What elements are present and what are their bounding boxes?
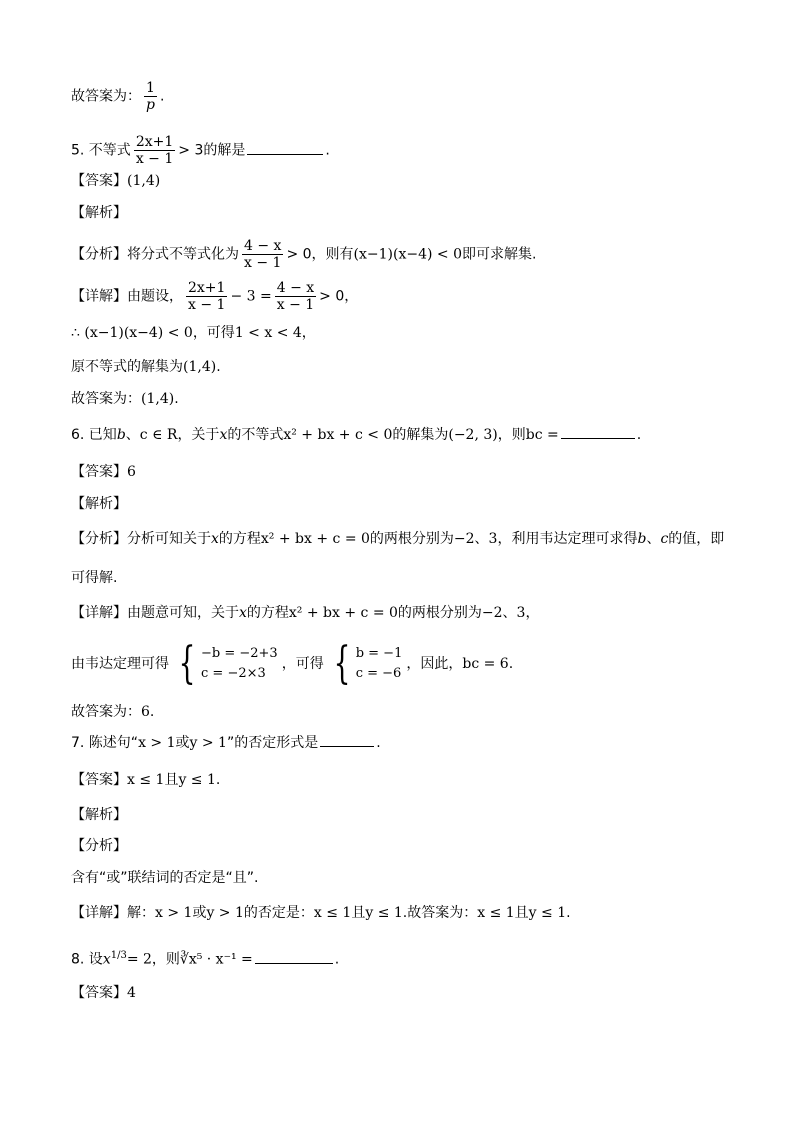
q5-therefore <box>71 323 316 343</box>
q5-final <box>71 389 179 409</box>
math-var: c <box>660 531 669 547</box>
stem-text: 的不等式 <box>227 427 284 443</box>
cube-root-symbol: ∛ <box>179 951 189 968</box>
math-expr: (−2, 3) <box>448 427 498 443</box>
fraction <box>134 134 175 167</box>
math-expr: (x−1)(x−4) < 0 <box>353 246 462 263</box>
math-var: x <box>102 951 111 968</box>
text: 且 <box>164 772 179 788</box>
text: . <box>216 359 221 375</box>
stem-text: 8. 设 <box>71 951 103 968</box>
equation-system-2 <box>328 638 403 689</box>
fenxi-text: 的值，即 <box>668 531 725 547</box>
q6-fenxi-line2 <box>71 568 117 588</box>
detail-text: 或 <box>192 905 207 921</box>
fenxi-text: 可得解. <box>71 570 118 586</box>
fenxi-tag: 【分析】 <box>71 531 127 547</box>
detail-text: > 0， <box>319 288 359 305</box>
stem-text: 5. 不等式 <box>71 142 131 159</box>
math-expr: y ≤ 1 <box>528 905 567 921</box>
math-var: x <box>239 605 247 621</box>
math-expr: x > 1 <box>155 905 193 921</box>
q6-vieta <box>71 638 514 689</box>
fraction <box>186 280 227 313</box>
text: 由韦达定理可得 <box>71 656 169 672</box>
detail-tag: 【详解】 <box>71 605 127 621</box>
stem-text: 的解集为 <box>392 427 449 443</box>
analysis-tag: 【解析】 <box>71 807 127 823</box>
fenxi-text: ，利用韦达定理可求得 <box>497 531 638 547</box>
math-expr: x² + bx + c < 0 <box>283 427 393 443</box>
math-expr: 1 < x < 4 <box>234 325 302 341</box>
stem-end: . <box>325 142 330 159</box>
math-expr: x ≤ 1 <box>313 905 352 921</box>
fenxi-text: 的方程 <box>218 531 261 547</box>
text: 故答案为： <box>71 391 141 407</box>
math-expr: ∴ (x−1)(x−4) < 0 <box>71 325 193 341</box>
stem-text: ，关于 <box>177 427 220 443</box>
stem-text: ，则 <box>497 427 526 443</box>
stem-end: . <box>334 951 340 968</box>
numerator: 4 − x <box>244 238 282 254</box>
numerator: 2x+1 <box>188 280 226 296</box>
numerator: 2x+1 <box>135 134 174 150</box>
answer-blank <box>247 153 323 155</box>
q7-answer <box>71 770 220 790</box>
text: . <box>174 391 179 407</box>
text: . <box>149 704 155 720</box>
stem-end: . <box>636 427 642 443</box>
text: ， <box>301 325 316 341</box>
answer-tag: 【答案】 <box>71 173 127 189</box>
fenxi-tag: 【分析】 <box>71 838 127 854</box>
detail-text: 解： <box>127 905 155 921</box>
q7-detail <box>71 903 571 923</box>
system-rows <box>356 644 403 684</box>
detail-tag: 【详解】 <box>71 288 127 305</box>
q5-solution <box>71 357 221 377</box>
q6-final <box>71 702 154 722</box>
q6-answer <box>71 462 136 482</box>
brace: { <box>178 638 196 689</box>
math-expr: = 2 <box>126 951 152 968</box>
text: ，因此， <box>406 656 463 672</box>
stem-text: 或 <box>175 735 190 751</box>
detail-text: 由题意可知，关于 <box>127 605 239 621</box>
system-row: b = −1 <box>355 646 403 661</box>
math-expr: x ≤ 1 <box>477 905 515 921</box>
fraction <box>275 280 316 313</box>
q6-analysis-tag <box>71 494 127 514</box>
detail-text: ， <box>525 605 540 621</box>
math-var: x <box>219 427 228 443</box>
stem-end: . <box>376 735 381 751</box>
stem-text: 6. 已知 <box>71 427 117 443</box>
fraction <box>144 80 157 113</box>
math-expr: − 3 = <box>230 288 272 305</box>
fenxi-text: 含有“或”联结词的否定是“且”. <box>71 870 259 886</box>
math-expr: y > 1 <box>189 735 227 751</box>
math-expr: bc = 6 <box>462 656 509 672</box>
q7-fenxi-tag <box>71 836 127 856</box>
answer-blank <box>320 745 374 747</box>
fenxi-text: 、 <box>646 531 661 547</box>
math-expr: −2、3 <box>453 531 498 547</box>
q5-stem <box>71 134 330 167</box>
math-expr: (1,4) <box>141 391 175 407</box>
math-var: b <box>637 531 647 547</box>
text: ，可得 <box>192 325 235 341</box>
brace: { <box>333 638 351 689</box>
text: . <box>215 772 221 788</box>
detail-tag: 【详解】 <box>71 905 127 921</box>
math-expr: y ≤ 1 <box>365 905 403 921</box>
system-rows <box>201 644 278 684</box>
stem-text: 、 <box>125 427 140 443</box>
math-expr: y > 1 <box>206 905 244 921</box>
q5-fenxi <box>71 238 536 271</box>
text: 原不等式的解集为 <box>71 359 183 375</box>
q6-stem <box>71 425 641 445</box>
detail-text: 的两根分别为 <box>397 605 482 621</box>
text: . <box>508 656 514 672</box>
fenxi-text: 的两根分别为 <box>369 531 454 547</box>
q8-answer <box>71 983 136 1003</box>
answer-blank <box>561 437 635 439</box>
q7-analysis-tag <box>71 805 127 825</box>
detail-text: 且 <box>514 905 529 921</box>
q7-stem <box>71 733 381 753</box>
q5-answer <box>71 171 160 191</box>
q7-fenxi-text <box>71 868 258 888</box>
math-expr: −2、3 <box>481 605 526 621</box>
math-var: x <box>211 531 219 547</box>
numerator: 1 <box>146 80 155 96</box>
stem-text: 7. 陈述句“ <box>71 735 139 751</box>
q4-final-line <box>71 80 164 113</box>
system-row: c = −2×3 <box>201 666 266 681</box>
denominator: x − 1 <box>276 297 315 313</box>
math-expr: bc = <box>525 427 559 443</box>
stem-text: ，则 <box>151 951 180 968</box>
denominator: x − 1 <box>244 255 282 271</box>
final-prefix: 故答案为： <box>71 88 141 105</box>
exponent: 1/3 <box>110 950 127 961</box>
math-var: b <box>116 427 126 443</box>
q5-analysis-tag <box>71 203 127 223</box>
system-row: c = −6 <box>355 666 402 681</box>
fenxi-text: > 0，则有 <box>286 246 354 263</box>
system-row: −b = −2+3 <box>201 646 278 661</box>
text: 故答案为： <box>71 704 141 720</box>
q8-stem <box>71 946 339 970</box>
detail-text: . <box>566 905 571 921</box>
numerator: 4 − x <box>276 280 315 296</box>
answer-tag: 【答案】 <box>71 772 127 788</box>
detail-text: 由题设， <box>127 288 183 305</box>
fenxi-text: 将分式不等式化为 <box>127 246 239 263</box>
denominator: x − 1 <box>134 150 175 167</box>
fenxi-text: 分析可知关于 <box>127 531 211 547</box>
math-expr: (1,4) <box>183 359 217 375</box>
equation-system-1 <box>173 638 278 689</box>
detail-text: 且 <box>351 905 366 921</box>
answer-tag: 【答案】 <box>71 464 127 480</box>
answer-value: (1,4) <box>127 173 161 189</box>
math-expr: x² + bx + c = 0 <box>260 531 370 547</box>
answer-value: 4 <box>127 985 136 1001</box>
math-expr: 6 <box>141 704 150 720</box>
math-expr: x > 1 <box>138 735 176 751</box>
stem-text: > 3的解是 <box>178 142 246 159</box>
analysis-tag: 【解析】 <box>71 205 127 221</box>
detail-text: 的方程 <box>246 605 289 621</box>
q6-fenxi <box>71 529 724 549</box>
q5-detail <box>71 280 358 313</box>
answer-blank <box>255 962 333 964</box>
fenxi-tag: 【分析】 <box>71 246 127 263</box>
text: ，可得 <box>281 656 324 672</box>
answer-tag: 【答案】 <box>71 985 127 1001</box>
final-suffix: . <box>159 88 165 105</box>
denominator: p <box>146 97 155 113</box>
denominator: x − 1 <box>186 296 227 313</box>
math-expr: y ≤ 1 <box>178 772 216 788</box>
math-expr: x² + bx + c = 0 <box>288 605 398 621</box>
answer-value: 6 <box>127 464 136 480</box>
fenxi-text: 即可求解集. <box>461 246 537 263</box>
math-expr: x ≤ 1 <box>127 772 165 788</box>
detail-text: .故答案为： <box>402 905 478 921</box>
stem-text: ”的否定形式是 <box>226 735 319 751</box>
math-expr: c ∈ R <box>139 427 178 443</box>
fraction <box>242 238 283 271</box>
detail-text: 的否定是： <box>243 905 314 921</box>
analysis-tag: 【解析】 <box>71 496 127 512</box>
q6-detail <box>71 603 539 623</box>
math-expr: x⁵ · x⁻¹ = <box>188 951 253 968</box>
